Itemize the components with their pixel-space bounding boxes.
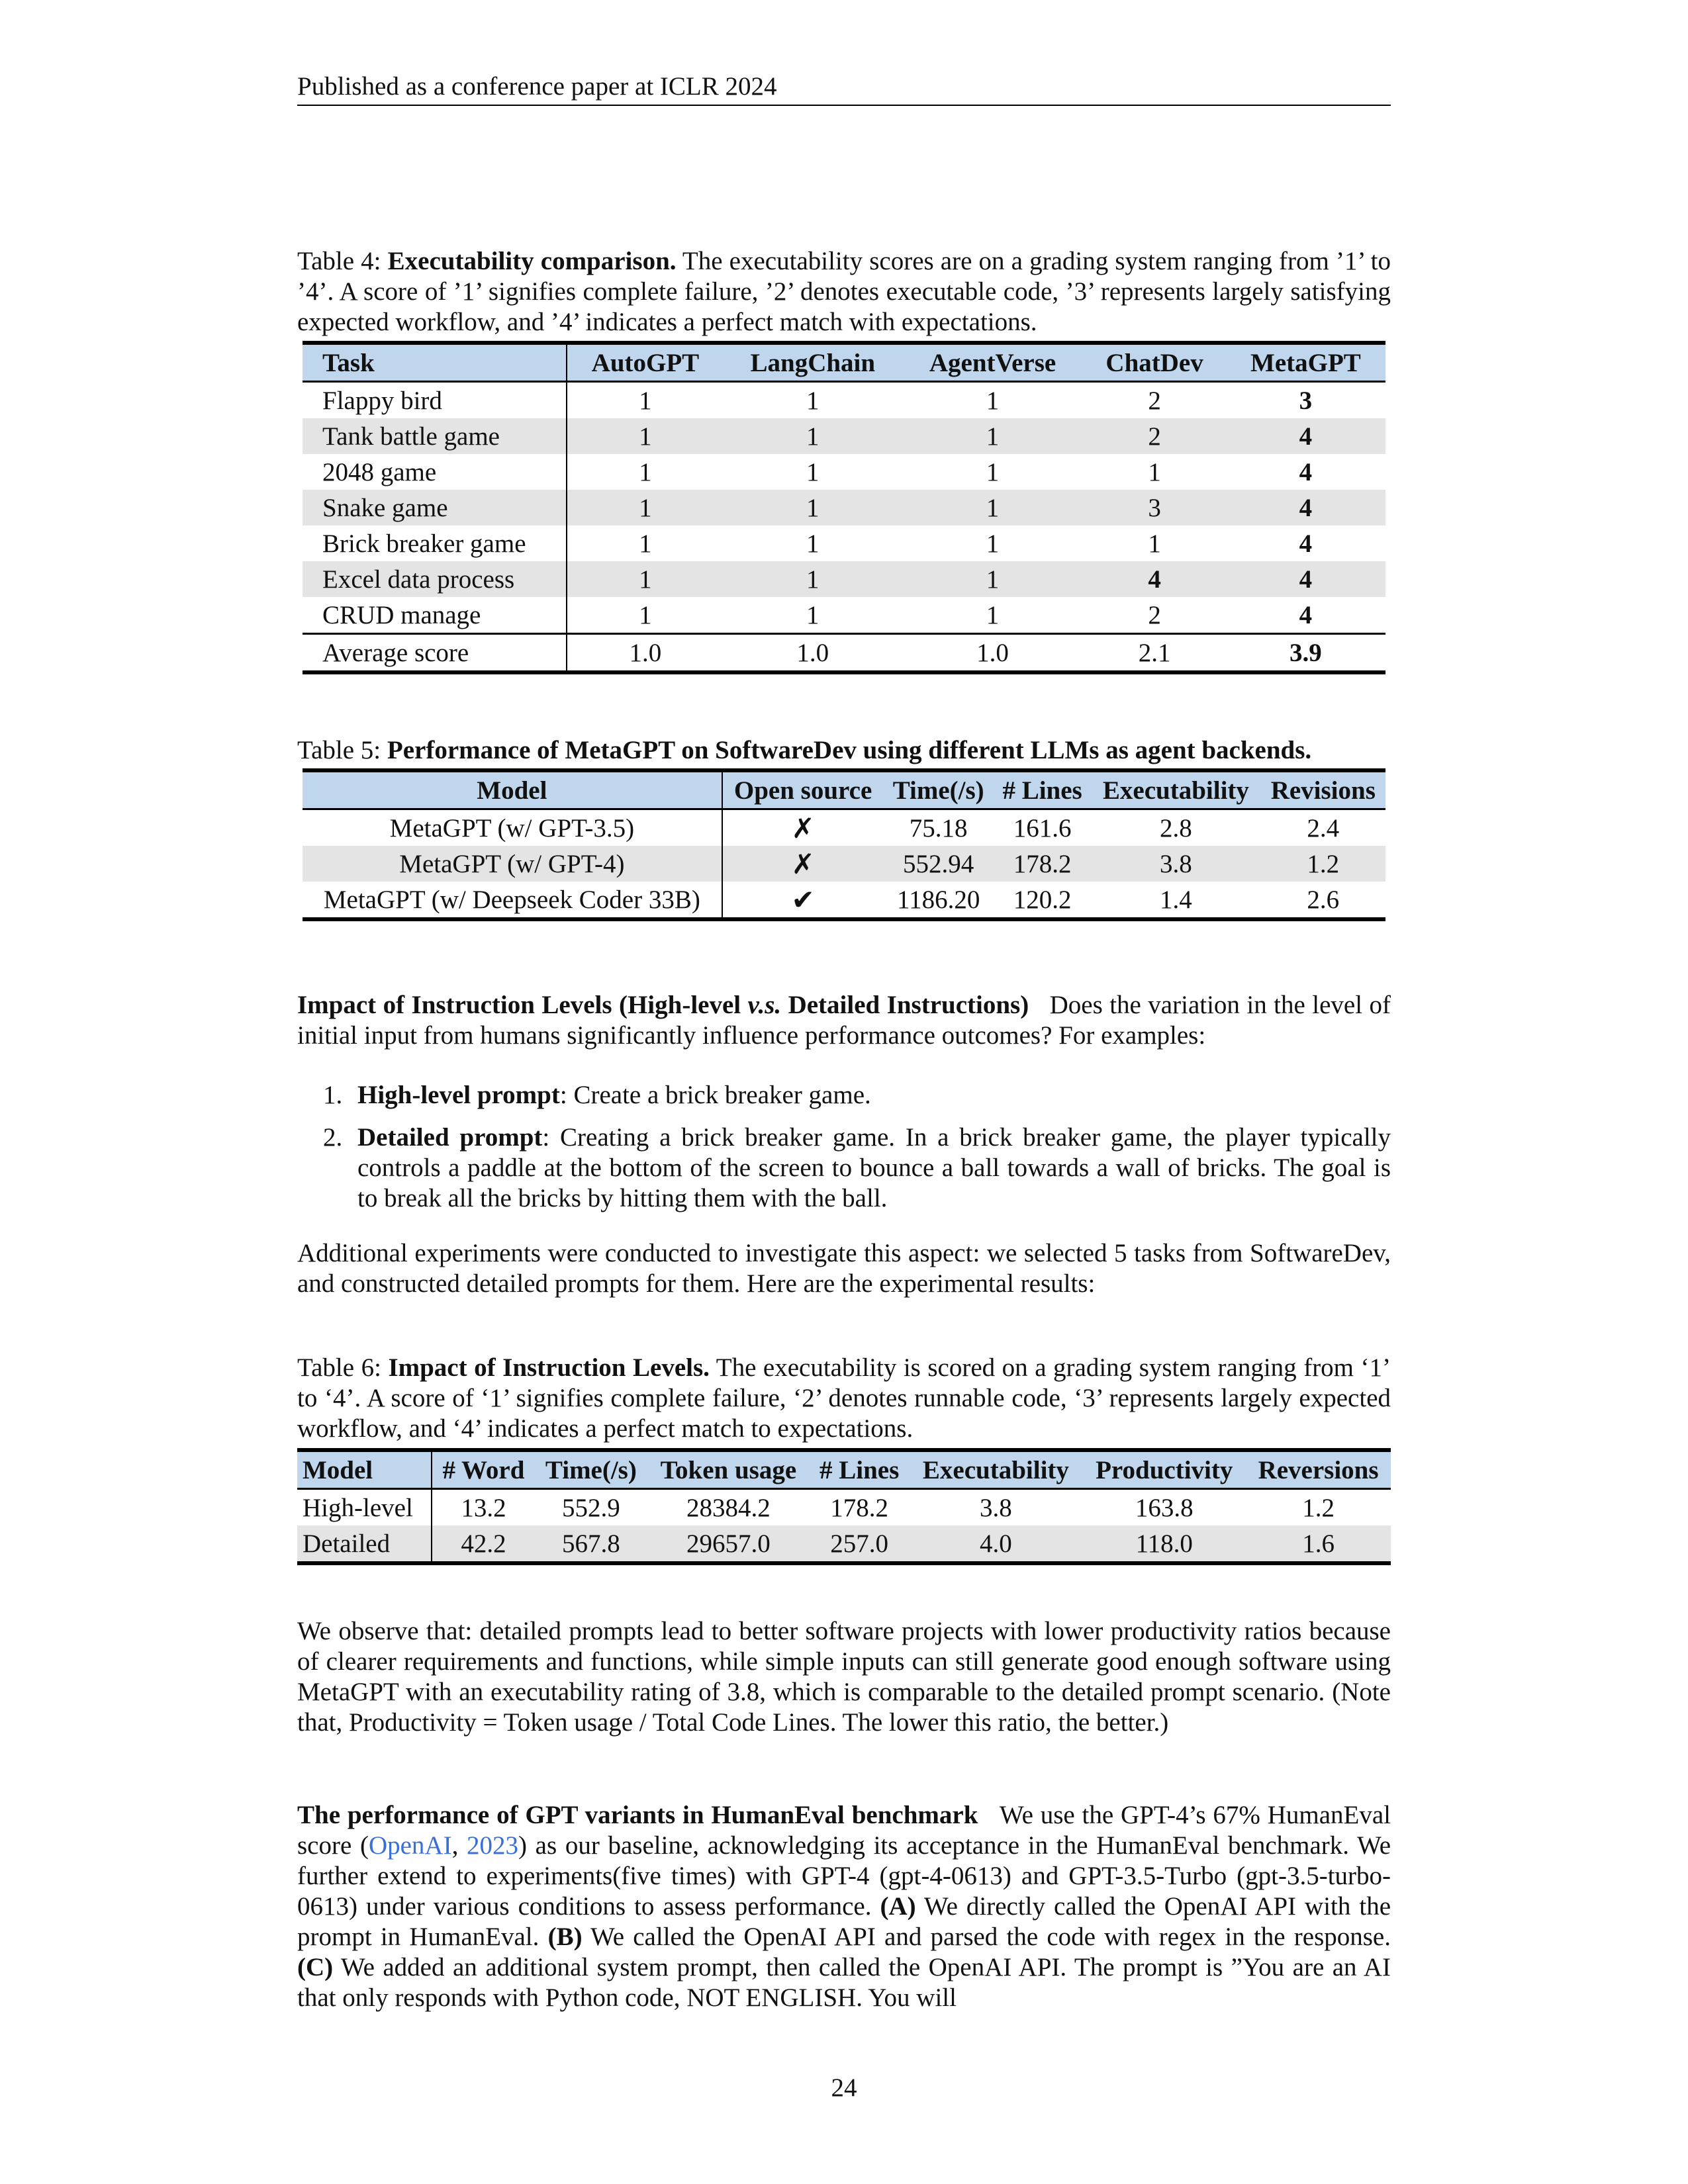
table4 [303, 341, 1385, 674]
task-cell: Tank battle game [303, 418, 567, 454]
value-cell: 178.2 [994, 846, 1091, 882]
average-cell: 1.0 [796, 638, 829, 667]
score-cell: 1 [1148, 457, 1161, 486]
value-cell: 2.6 [1307, 885, 1340, 914]
score-cell: 4 [1226, 561, 1385, 597]
score-cell: 1 [986, 529, 1000, 558]
table6-col-word: # Word [432, 1450, 535, 1489]
model-cell: MetaGPT (w/ GPT-3.5) [303, 809, 722, 846]
score-cell: 4 [1299, 457, 1313, 486]
table-row [303, 882, 1385, 919]
average-label: Average score [303, 634, 567, 673]
average-cell: 1.0 [976, 638, 1009, 667]
table5-col-revisions: Revisions [1261, 770, 1385, 809]
score-cell: 1 [724, 490, 902, 525]
value-cell: 28384.2 [686, 1493, 771, 1522]
score-cell: 1 [902, 561, 1084, 597]
score-cell: 1 [567, 561, 724, 597]
score-cell: 1 [986, 457, 1000, 486]
table4-col-langchain: LangChain [724, 343, 902, 382]
score-cell: 1 [806, 386, 820, 415]
value-cell: 552.9 [562, 1493, 620, 1522]
table4-caption [297, 246, 1391, 338]
table5-col-lines: # Lines [994, 770, 1091, 809]
value-cell: 29657.0 [647, 1525, 810, 1563]
list-item: 1. High-level prompt: Create a brick breaker game. [323, 1081, 871, 1109]
value-cell: 42.2 [432, 1525, 535, 1563]
table4-col-autogpt: AutoGPT [567, 343, 724, 382]
table4-col-metagpt: MetaGPT [1226, 343, 1385, 382]
score-cell: 1 [724, 418, 902, 454]
table5 [303, 768, 1385, 921]
value-cell: 1.2 [1302, 1493, 1335, 1522]
table4-title: Executability comparison. [387, 247, 677, 275]
task-cell: CRUD manage [303, 597, 567, 634]
value-cell: 3.8 [1091, 846, 1260, 882]
table6-col-productivity: Productivity [1082, 1450, 1246, 1489]
score-cell: 1 [902, 597, 1084, 634]
value-cell: 13.2 [461, 1493, 506, 1522]
score-cell: 1 [567, 597, 724, 634]
table-row [303, 382, 1385, 419]
table-row [297, 1525, 1391, 1563]
table-row [303, 418, 1385, 454]
table5-title: Performance of MetaGPT on SoftwareDev using different LLMs as agent backends. [387, 736, 1312, 764]
score-cell: 4 [1226, 490, 1385, 525]
value-cell: 120.2 [1013, 885, 1072, 914]
score-cell: 1 [567, 418, 724, 454]
score-cell: 1 [724, 561, 902, 597]
score-cell: 4 [1226, 597, 1385, 634]
value-cell: 2.8 [1160, 813, 1192, 842]
table5-col-model: Model [303, 770, 722, 809]
average-cell: 2.1 [1138, 638, 1171, 667]
score-cell: 1 [639, 457, 652, 486]
score-cell: 1 [986, 386, 1000, 415]
instruction-levels-intro: Does the variation in the level of initial input from humans significantly influence performance outcomes? For examples: [297, 991, 1391, 1050]
value-cell: 1.6 [1246, 1525, 1391, 1563]
humaneval-paragraph: The performance of GPT variants in HumanEval benchmark We use the GPT-4’s 67% HumanEval score (OpenAI, 2023) as our baseline, acknowledging its acceptance in the HumanEval benchmark. We further extend to experiments(five times) with GPT-4 (gpt-4-0613) and GPT-3.5-Turbo (gpt-3.5-turbo-0613) under various conditions to assess performance. (A) We directly called the OpenAI API with the prompt in HumanEval. (B) We called the OpenAI API and parsed the code with regex in the response. (C) We added an additional system prompt, then called the OpenAI API. The prompt is ”You are an AI that only responds with Python code, NOT ENGLISH. You will [297, 1801, 1391, 2012]
table4-header-row [303, 343, 1385, 382]
page-number: 24 [831, 2073, 857, 2102]
table6-caption-text: The executability is scored on a grading system ranging from ‘1’ to ‘4’. A score of ‘1’ signifies complete failure, ‘2’ denotes runnable code, ‘3’ represents largely expected workflow, and ‘4’ indicates a perfect match to expectations. [297, 1353, 1391, 1443]
table-row [303, 809, 1385, 846]
humaneval-heading: The performance of GPT variants in HumanEval benchmark [297, 1801, 978, 1829]
score-cell: 1 [902, 418, 1084, 454]
model-cell: High-level [297, 1489, 432, 1526]
table-row [303, 525, 1385, 561]
task-cell: Brick breaker game [303, 525, 567, 561]
value-cell: 75.18 [909, 813, 968, 842]
table5-col-time: Time(/s) [883, 770, 993, 809]
table6-label: Table 6: [297, 1353, 381, 1382]
value-cell: 257.0 [810, 1525, 910, 1563]
table6-caption [297, 1353, 1391, 1444]
score-cell: 1 [902, 490, 1084, 525]
table6-col-reversions: Reversions [1246, 1450, 1391, 1489]
open-source-cell: ✗ [791, 811, 815, 844]
score-cell: 2 [1083, 418, 1225, 454]
table-row [303, 846, 1385, 882]
table5-col-executability: Executability [1091, 770, 1260, 809]
score-cell: 2 [1083, 597, 1225, 634]
value-cell: 552.94 [883, 846, 993, 882]
table6-title: Impact of Instruction Levels. [388, 1353, 710, 1382]
table6-col-executability: Executability [909, 1450, 1082, 1489]
table6-header-row [297, 1450, 1391, 1489]
table-row [303, 561, 1385, 597]
citation-author-link[interactable]: OpenAI [368, 1831, 452, 1860]
model-cell: MetaGPT (w/ Deepseek Coder 33B) [303, 882, 722, 919]
table6-col-lines: # Lines [810, 1450, 910, 1489]
table-row [303, 454, 1385, 490]
value-cell: 118.0 [1082, 1525, 1246, 1563]
citation-year-link[interactable]: 2023 [467, 1831, 519, 1860]
instruction-levels-heading: Impact of Instruction Levels (High-level v.s. Detailed Instructions) [297, 991, 1029, 1019]
score-cell: 4 [1226, 418, 1385, 454]
table4-col-agentverse: AgentVerse [902, 343, 1084, 382]
running-header: Published as a conference paper at ICLR 2024 [297, 70, 1391, 106]
value-cell: 2.4 [1307, 813, 1340, 842]
model-cell: MetaGPT (w/ GPT-4) [303, 846, 722, 882]
value-cell: 1.2 [1261, 846, 1385, 882]
table4-caption-text: The executability scores are on a grading system ranging from ’1’ to ’4’. A score of ’1’ signifies complete failure, ’2’ denotes executable code, ’3’ represents largely satisfying expected workflow, and ’4’ indicates a perfect match with expectations. [297, 247, 1391, 336]
value-cell: 163.8 [1135, 1493, 1194, 1522]
score-cell: 2 [1148, 386, 1161, 415]
score-cell: 3 [1083, 490, 1225, 525]
table-row-average [303, 634, 1385, 673]
score-cell: 1 [724, 597, 902, 634]
score-cell: 3 [1299, 386, 1313, 415]
value-cell: 4.0 [909, 1525, 1082, 1563]
instruction-levels-paragraph [297, 990, 1391, 1051]
table4-label: Table 4: [297, 247, 381, 275]
value-cell: 1186.20 [897, 885, 980, 914]
list-item: 2. Detailed prompt: Creating a brick breaker game. In a brick breaker game, the player typically controls a paddle at the bottom of the screen to bounce a ball towards a wall of bricks. The goal is to break all the bricks by hitting them with the ball. [323, 1123, 1391, 1212]
score-cell: 4 [1299, 529, 1313, 558]
task-cell: 2048 game [303, 454, 567, 490]
table5-label: Table 5: [297, 736, 381, 764]
table-row [303, 597, 1385, 634]
table-row [297, 1489, 1391, 1526]
score-cell: 1 [806, 457, 820, 486]
score-cell: 1 [639, 529, 652, 558]
score-cell: 1 [806, 529, 820, 558]
table4-col-task: Task [303, 343, 567, 382]
table6-col-token-usage: Token usage [647, 1450, 810, 1489]
score-cell: 1 [639, 386, 652, 415]
score-cell: 1 [567, 490, 724, 525]
task-cell: Excel data process [303, 561, 567, 597]
value-cell: 3.8 [980, 1493, 1012, 1522]
table-row [303, 490, 1385, 525]
value-cell: 161.6 [1013, 813, 1072, 842]
average-cell: 1.0 [629, 638, 662, 667]
table5-header-row [303, 770, 1385, 809]
score-cell: 1 [1148, 529, 1161, 558]
task-cell: Snake game [303, 490, 567, 525]
open-source-cell: ✗ [722, 846, 884, 882]
table5-col-open-source: Open source [722, 770, 884, 809]
value-cell: 1.4 [1160, 885, 1192, 914]
table6-col-time: Time(/s) [535, 1450, 647, 1489]
open-source-cell: ✔ [791, 883, 815, 916]
table4-col-chatdev: ChatDev [1083, 343, 1225, 382]
value-cell: 567.8 [535, 1525, 647, 1563]
table6-col-model: Model [297, 1450, 432, 1489]
value-cell: 178.2 [830, 1493, 888, 1522]
task-cell: Flappy bird [303, 382, 567, 419]
followup-paragraph: Additional experiments were conducted to investigate this aspect: we selected 5 tasks from SoftwareDev, and constructed detailed prompts for them. Here are the experimental results: [297, 1239, 1391, 1298]
average-cell: 3.9 [1289, 638, 1322, 667]
score-cell: 4 [1083, 561, 1225, 597]
table6 [297, 1448, 1391, 1565]
table5-caption [297, 735, 1391, 766]
model-cell: Detailed [297, 1525, 432, 1563]
observation-paragraph: We observe that: detailed prompts lead to better software projects with lower productivity ratios because of clearer requirements and functions, while simple inputs can still generate good enough software using MetaGPT with an executability rating of 3.8, which is comparable to the detailed prompt scenario. (Note that, Productivity = Token usage / Total Code Lines. The lower this ratio, the better.) [297, 1617, 1391, 1737]
